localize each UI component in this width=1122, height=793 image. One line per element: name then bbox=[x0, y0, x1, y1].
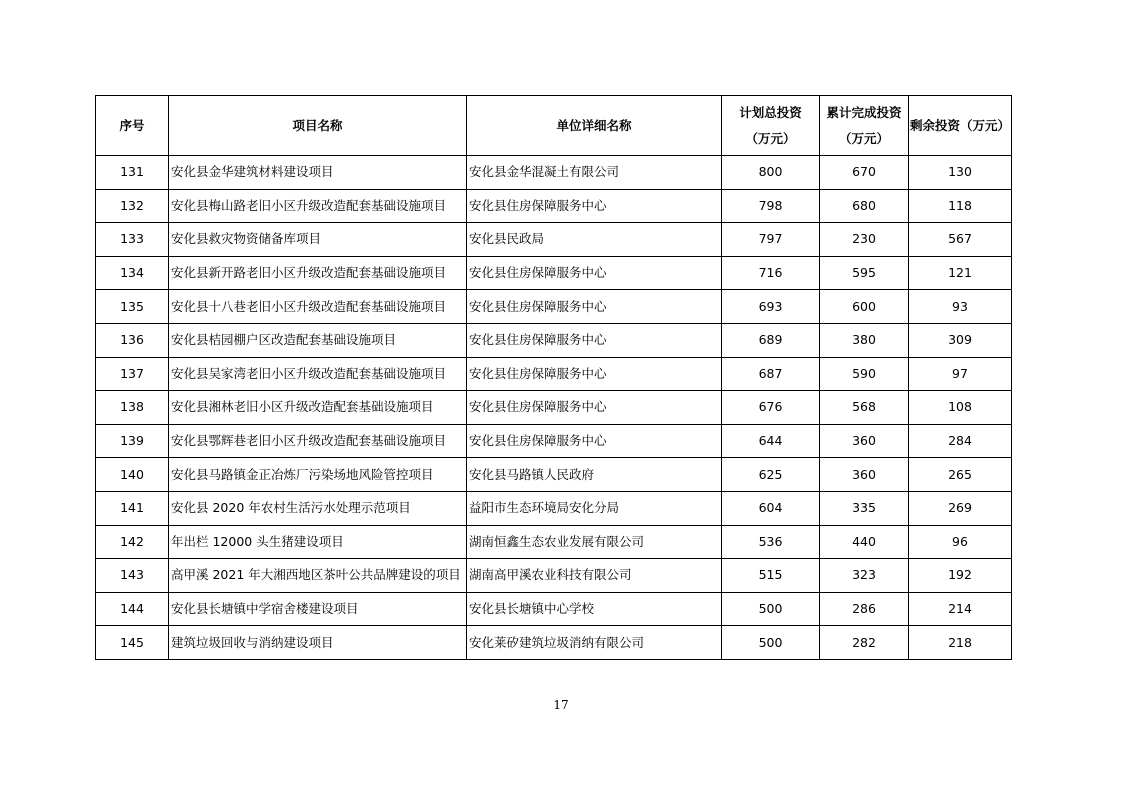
cell-remaining-investment: 269 bbox=[909, 491, 1012, 525]
table-row bbox=[96, 391, 1012, 425]
table-row bbox=[96, 491, 1012, 525]
cell-completed-investment: 595 bbox=[820, 256, 909, 290]
cell-project-name: 安化县马路镇金正冶炼厂污染场地风险管控项目 bbox=[169, 458, 467, 492]
header-remaining-investment: 剩余投资（万元） bbox=[909, 96, 1012, 156]
cell-seq: 138 bbox=[96, 391, 169, 425]
cell-project-name: 安化县吴家湾老旧小区升级改造配套基础设施项目 bbox=[169, 357, 467, 391]
cell-seq: 131 bbox=[96, 156, 169, 190]
cell-completed-investment: 380 bbox=[820, 323, 909, 357]
cell-planned-investment: 500 bbox=[722, 626, 820, 660]
header-completed-line2: （万元） bbox=[838, 130, 889, 146]
cell-remaining-investment: 108 bbox=[909, 391, 1012, 425]
table-row bbox=[96, 626, 1012, 660]
project-investment-table bbox=[95, 95, 1012, 660]
cell-seq: 133 bbox=[96, 223, 169, 257]
cell-project-name: 高甲溪 2021 年大湘西地区茶叶公共品牌建设的项目 bbox=[169, 559, 467, 593]
cell-unit-name: 安化县长塘镇中心学校 bbox=[467, 592, 722, 626]
cell-project-name: 安化县桔园棚户区改造配套基础设施项目 bbox=[169, 323, 467, 357]
cell-unit-name: 安化县住房保障服务中心 bbox=[467, 189, 722, 223]
table-row bbox=[96, 256, 1012, 290]
cell-planned-investment: 500 bbox=[722, 592, 820, 626]
cell-project-name: 安化县 2020 年农村生活污水处理示范项目 bbox=[169, 491, 467, 525]
header-planned-line1: 计划总投资 bbox=[739, 104, 802, 120]
cell-unit-name: 安化县马路镇人民政府 bbox=[467, 458, 722, 492]
header-planned-investment bbox=[722, 96, 820, 156]
cell-remaining-investment: 218 bbox=[909, 626, 1012, 660]
cell-seq: 141 bbox=[96, 491, 169, 525]
table-row bbox=[96, 525, 1012, 559]
cell-project-name: 建筑垃圾回收与消纳建设项目 bbox=[169, 626, 467, 660]
cell-project-name: 安化县鄂辉巷老旧小区升级改造配套基础设施项目 bbox=[169, 424, 467, 458]
cell-remaining-investment: 214 bbox=[909, 592, 1012, 626]
cell-completed-investment: 600 bbox=[820, 290, 909, 324]
header-planned-line2: （万元） bbox=[745, 130, 796, 146]
cell-planned-investment: 800 bbox=[722, 156, 820, 190]
cell-planned-investment: 515 bbox=[722, 559, 820, 593]
table-row bbox=[96, 290, 1012, 324]
cell-remaining-investment: 97 bbox=[909, 357, 1012, 391]
cell-seq: 137 bbox=[96, 357, 169, 391]
header-seq: 序号 bbox=[96, 96, 169, 156]
table-row bbox=[96, 458, 1012, 492]
table-row bbox=[96, 323, 1012, 357]
cell-planned-investment: 797 bbox=[722, 223, 820, 257]
cell-completed-investment: 230 bbox=[820, 223, 909, 257]
page-number: 17 bbox=[553, 698, 569, 712]
cell-planned-investment: 536 bbox=[722, 525, 820, 559]
cell-completed-investment: 282 bbox=[820, 626, 909, 660]
table-row bbox=[96, 357, 1012, 391]
cell-unit-name: 安化县住房保障服务中心 bbox=[467, 391, 722, 425]
cell-seq: 132 bbox=[96, 189, 169, 223]
table-row bbox=[96, 223, 1012, 257]
cell-planned-investment: 716 bbox=[722, 256, 820, 290]
table-row bbox=[96, 592, 1012, 626]
cell-unit-name: 安化县住房保障服务中心 bbox=[467, 290, 722, 324]
cell-planned-investment: 798 bbox=[722, 189, 820, 223]
cell-remaining-investment: 265 bbox=[909, 458, 1012, 492]
cell-seq: 144 bbox=[96, 592, 169, 626]
cell-seq: 136 bbox=[96, 323, 169, 357]
cell-seq: 145 bbox=[96, 626, 169, 660]
cell-unit-name: 湖南恒鑫生态农业发展有限公司 bbox=[467, 525, 722, 559]
cell-project-name: 安化县新开路老旧小区升级改造配套基础设施项目 bbox=[169, 256, 467, 290]
cell-project-name: 年出栏 12000 头生猪建设项目 bbox=[169, 525, 467, 559]
header-completed-line1: 累计完成投资 bbox=[826, 104, 902, 120]
cell-unit-name: 安化县住房保障服务中心 bbox=[467, 424, 722, 458]
cell-remaining-investment: 567 bbox=[909, 223, 1012, 257]
cell-completed-investment: 286 bbox=[820, 592, 909, 626]
cell-completed-investment: 360 bbox=[820, 458, 909, 492]
header-unit-name: 单位详细名称 bbox=[467, 96, 722, 156]
cell-seq: 134 bbox=[96, 256, 169, 290]
cell-planned-investment: 676 bbox=[722, 391, 820, 425]
cell-project-name: 安化县梅山路老旧小区升级改造配套基础设施项目 bbox=[169, 189, 467, 223]
table-header-row bbox=[96, 96, 1012, 156]
cell-planned-investment: 644 bbox=[722, 424, 820, 458]
cell-project-name: 安化县十八巷老旧小区升级改造配套基础设施项目 bbox=[169, 290, 467, 324]
cell-completed-investment: 590 bbox=[820, 357, 909, 391]
cell-planned-investment: 693 bbox=[722, 290, 820, 324]
cell-unit-name: 安化莱矽建筑垃圾消纳有限公司 bbox=[467, 626, 722, 660]
cell-unit-name: 安化县金华混凝土有限公司 bbox=[467, 156, 722, 190]
cell-remaining-investment: 309 bbox=[909, 323, 1012, 357]
cell-seq: 135 bbox=[96, 290, 169, 324]
table-row bbox=[96, 424, 1012, 458]
cell-remaining-investment: 118 bbox=[909, 189, 1012, 223]
table-row bbox=[96, 189, 1012, 223]
cell-project-name: 安化县湘林老旧小区升级改造配套基础设施项目 bbox=[169, 391, 467, 425]
cell-project-name: 安化县救灾物资储备库项目 bbox=[169, 223, 467, 257]
cell-planned-investment: 687 bbox=[722, 357, 820, 391]
cell-unit-name: 安化县住房保障服务中心 bbox=[467, 323, 722, 357]
header-project-name: 项目名称 bbox=[169, 96, 467, 156]
cell-unit-name: 益阳市生态环境局安化分局 bbox=[467, 491, 722, 525]
cell-remaining-investment: 96 bbox=[909, 525, 1012, 559]
cell-planned-investment: 689 bbox=[722, 323, 820, 357]
table-row bbox=[96, 559, 1012, 593]
cell-seq: 142 bbox=[96, 525, 169, 559]
table-row bbox=[96, 156, 1012, 190]
cell-completed-investment: 323 bbox=[820, 559, 909, 593]
cell-planned-investment: 604 bbox=[722, 491, 820, 525]
cell-remaining-investment: 121 bbox=[909, 256, 1012, 290]
cell-completed-investment: 360 bbox=[820, 424, 909, 458]
cell-project-name: 安化县长塘镇中学宿舍楼建设项目 bbox=[169, 592, 467, 626]
cell-seq: 140 bbox=[96, 458, 169, 492]
cell-completed-investment: 440 bbox=[820, 525, 909, 559]
cell-remaining-investment: 93 bbox=[909, 290, 1012, 324]
cell-unit-name: 安化县住房保障服务中心 bbox=[467, 357, 722, 391]
cell-remaining-investment: 284 bbox=[909, 424, 1012, 458]
cell-unit-name: 安化县民政局 bbox=[467, 223, 722, 257]
cell-completed-investment: 335 bbox=[820, 491, 909, 525]
cell-completed-investment: 568 bbox=[820, 391, 909, 425]
cell-seq: 139 bbox=[96, 424, 169, 458]
cell-completed-investment: 670 bbox=[820, 156, 909, 190]
cell-completed-investment: 680 bbox=[820, 189, 909, 223]
cell-unit-name: 湖南高甲溪农业科技有限公司 bbox=[467, 559, 722, 593]
table-body bbox=[96, 156, 1012, 660]
header-completed-investment bbox=[820, 96, 909, 156]
cell-remaining-investment: 192 bbox=[909, 559, 1012, 593]
cell-project-name: 安化县金华建筑材料建设项目 bbox=[169, 156, 467, 190]
cell-unit-name: 安化县住房保障服务中心 bbox=[467, 256, 722, 290]
cell-remaining-investment: 130 bbox=[909, 156, 1012, 190]
cell-planned-investment: 625 bbox=[722, 458, 820, 492]
cell-seq: 143 bbox=[96, 559, 169, 593]
